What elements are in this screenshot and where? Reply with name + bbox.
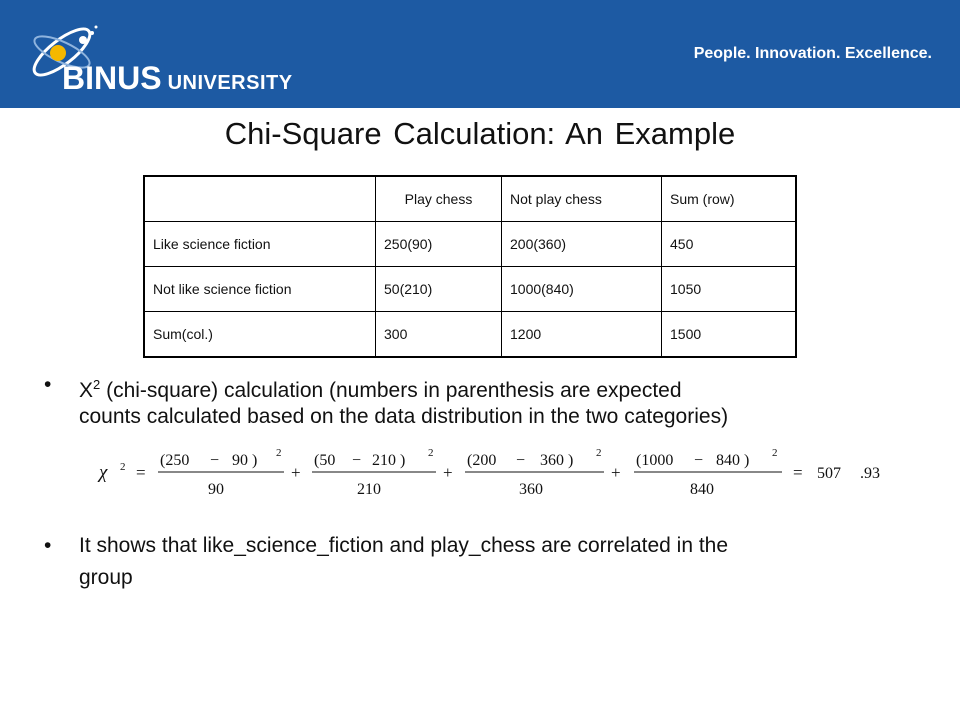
table-header-cell: Sum (row) <box>662 176 797 222</box>
table-cell: 200(360) <box>502 222 662 267</box>
term-4-denominator: 840 <box>690 481 714 498</box>
term-2-exponent: 2 <box>428 447 434 459</box>
table-cell: Sum(col.) <box>144 312 376 358</box>
chi-exponent: 2 <box>120 461 126 473</box>
term-4-close: 840 ) <box>716 452 750 469</box>
term-3-exponent: 2 <box>596 447 602 459</box>
contingency-table <box>143 175 797 358</box>
table-header-row <box>144 176 796 222</box>
header-banner <box>0 0 960 108</box>
term-1-open: (250 <box>160 452 190 469</box>
term-2-denominator: 210 <box>357 481 381 498</box>
chi-square-formula <box>0 438 960 498</box>
table-cell: 1500 <box>662 312 797 358</box>
table-cell: 300 <box>376 312 502 358</box>
sun-icon <box>50 45 66 61</box>
plus-sign: + <box>291 463 301 482</box>
logo-main-text: BINUS <box>62 60 162 96</box>
term-3-close: 360 ) <box>540 452 574 469</box>
result-decimal: .93 <box>860 465 880 482</box>
superscript: 2 <box>93 377 101 392</box>
plus-sign: + <box>443 463 453 482</box>
chi-symbol-text: X <box>79 379 94 402</box>
equals-sign: = <box>136 463 146 482</box>
term-4-open: (1000 <box>636 452 674 469</box>
table-header-cell: Not play chess <box>502 176 662 222</box>
star-dot-icon <box>90 31 94 35</box>
star-dot-icon <box>79 36 87 44</box>
table-cell: 50(210) <box>376 267 502 312</box>
table-cell: Not like science fiction <box>144 267 376 312</box>
bullet-2-line-2: group <box>79 566 133 589</box>
term-3-minus: − <box>516 452 526 469</box>
chi-symbol: χ <box>99 462 108 483</box>
bullet-text: (chi-square) calculation (numbers in parenthesis are expected <box>100 379 682 402</box>
logo-wordmark <box>62 60 293 97</box>
table-cell: 1200 <box>502 312 662 358</box>
table-cell: 450 <box>662 222 797 267</box>
term-1-denominator: 90 <box>208 481 224 498</box>
table-row <box>144 222 796 267</box>
tagline: People. Innovation. Excellence. <box>693 45 932 62</box>
equals-sign: = <box>793 463 803 482</box>
table-cell: Like science fiction <box>144 222 376 267</box>
star-dot-icon <box>95 26 98 29</box>
term-4-exponent: 2 <box>772 447 778 459</box>
logo-sub-text: UNIVERSITY <box>167 72 293 94</box>
term-4-minus: − <box>694 452 704 469</box>
table-header-cell <box>144 176 376 222</box>
term-2-close: 210 ) <box>372 452 406 469</box>
bullet-marker: • <box>44 534 52 557</box>
slide-title: Chi-Square Calculation: An Example <box>224 116 736 151</box>
table-cell: 250(90) <box>376 222 502 267</box>
table-header-cell: Play chess <box>376 176 502 222</box>
term-1-minus: − <box>210 452 220 469</box>
term-1-close: 90 ) <box>232 452 258 469</box>
table-cell: 1000(840) <box>502 267 662 312</box>
bullet-1-line-2: counts calculated based on the data distribution in the two categories) <box>79 405 729 428</box>
term-1-exponent: 2 <box>276 447 282 459</box>
plus-sign: + <box>611 463 621 482</box>
result-integer: 507 <box>817 465 841 482</box>
bullet-2-line-1: It shows that like_science_fiction and play_chess are correlated in the <box>79 534 729 557</box>
table-row <box>144 267 796 312</box>
term-2-open: (50 <box>314 452 336 469</box>
term-3-open: (200 <box>467 452 497 469</box>
term-3-denominator: 360 <box>519 481 543 498</box>
bullet-marker: • <box>44 373 52 396</box>
table-row <box>144 312 796 358</box>
term-2-minus: − <box>352 452 362 469</box>
table-cell: 1050 <box>662 267 797 312</box>
